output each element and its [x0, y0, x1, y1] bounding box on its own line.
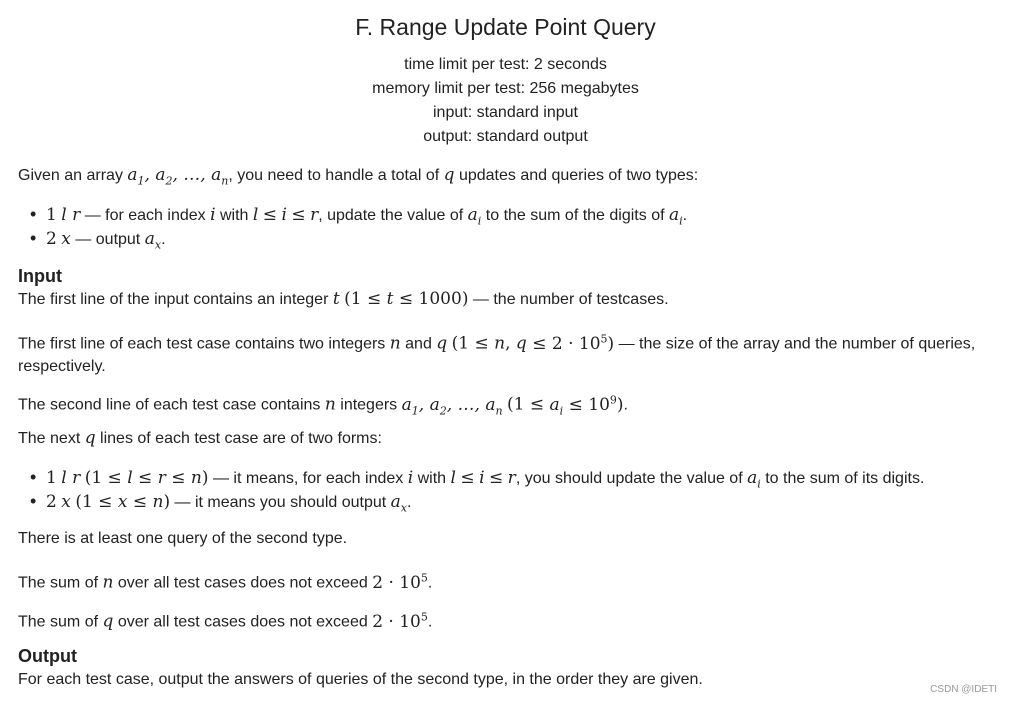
time-limit: time limit per test: 2 seconds [404, 56, 607, 73]
query-type-2: • 2 x — output $a_x$. [30, 228, 166, 252]
form-1: • 1 l r (1 ≤ l ≤ r ≤ n) — it means, for each index i with l ≤ i ≤ r, you should update the value of $a_i$ to the sum of its digits. [30, 467, 925, 491]
input-p1: The first line of the input contains an integer t (1 ≤ t ≤ 1000) — the number of testcases. [18, 289, 669, 309]
output-spec: output: standard output [423, 128, 588, 145]
input-spec: input: standard input [433, 104, 578, 121]
input-p7: The sum of q over all test cases does not exceed $2 \cdot 10^5$. [18, 610, 433, 632]
input-p6: The sum of n over all test cases does not exceed $2 \cdot 10^5$. [18, 571, 433, 593]
input-p3: The second line of each test case contains n integers $a_1$, $a_2$, …, $a_n$ $(1 \le a_i \le 10^9)$. [18, 393, 628, 418]
input-p5: There is at least one query of the second type. [18, 530, 348, 547]
memory-limit: memory limit per test: 256 megabytes [372, 80, 639, 97]
output-heading: Output [18, 646, 77, 666]
input-p2: The first line of each test case contains two integers n and q (1 ≤ n, $q \le 2 \cdot 10^5$) — the size of the array and the number of queries, respectively. [18, 332, 976, 375]
statement-intro: Given an array $a_1$, $a_2$, …, $a_n$, you need to handle a total of q updates and queries of two types: [18, 165, 699, 188]
form-2: • 2 x (1 ≤ x ≤ n) — it means you should output $a_x$. [30, 491, 412, 515]
input-p4: The next q lines of each test case are of two forms: [18, 428, 382, 448]
watermark: CSDN @IDETI [930, 684, 997, 695]
query-type-1: • 1 l r — for each index i with l ≤ i ≤ r, update the value of $a_i$ to the sum of the digits of $a_i$. [30, 204, 688, 228]
problem-title: F. Range Update Point Query [355, 14, 656, 40]
input-heading: Input [18, 266, 62, 286]
output-text: For each test case, output the answers of queries of the second type, in the order they are given. [18, 671, 703, 688]
